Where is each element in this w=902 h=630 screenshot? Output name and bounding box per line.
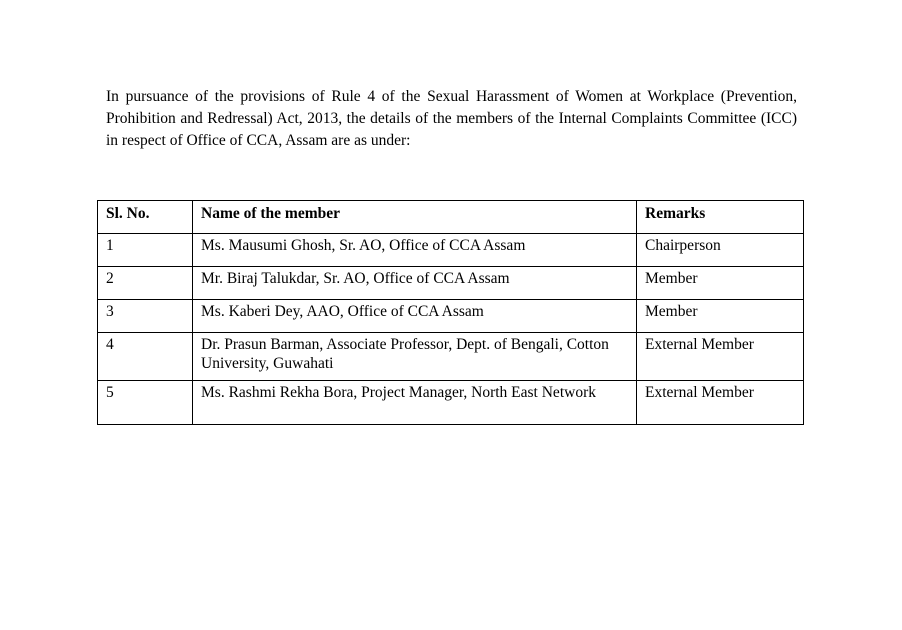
- cell-member-name: Ms. Kaberi Dey, AAO, Office of CCA Assam: [193, 300, 637, 333]
- cell-remarks: External Member: [637, 333, 804, 381]
- intro-paragraph: In pursuance of the provisions of Rule 4 of the Sexual Harassment of Women at Workplace (Prevention, Prohibition and Redressal) Act, 2013, the details of the members of the Internal Complaints Committee (ICC) in respect of Office of CCA, Assam are as under:: [106, 88, 797, 149]
- cell-member-name: Ms. Rashmi Rekha Bora, Project Manager, North East Network: [193, 381, 637, 425]
- cell-member-name: Mr. Biraj Talukdar, Sr. AO, Office of CCA Assam: [193, 267, 637, 300]
- cell-member-name: Ms. Mausumi Ghosh, Sr. AO, Office of CCA Assam: [193, 234, 637, 267]
- header-remarks: Remarks: [637, 201, 804, 234]
- table-row: [98, 381, 804, 425]
- table-header-row: [98, 201, 804, 234]
- header-sl-no: Sl. No.: [98, 201, 193, 234]
- cell-member-name: Dr. Prasun Barman, Associate Professor, Dept. of Bengali, Cotton University, Guwahati: [193, 333, 637, 381]
- table-row: [98, 300, 804, 333]
- cell-sl-no: 4: [98, 333, 193, 381]
- cell-remarks: Member: [637, 267, 804, 300]
- cell-sl-no: 2: [98, 267, 193, 300]
- cell-sl-no: 1: [98, 234, 193, 267]
- icc-members-table: [97, 200, 804, 425]
- cell-sl-no: 5: [98, 381, 193, 425]
- header-name-of-member: Name of the member: [193, 201, 637, 234]
- cell-remarks: External Member: [637, 381, 804, 425]
- table-row: [98, 333, 804, 381]
- table-row: [98, 234, 804, 267]
- cell-sl-no: 3: [98, 300, 193, 333]
- cell-remarks: Member: [637, 300, 804, 333]
- table-row: [98, 267, 804, 300]
- cell-remarks: Chairperson: [637, 234, 804, 267]
